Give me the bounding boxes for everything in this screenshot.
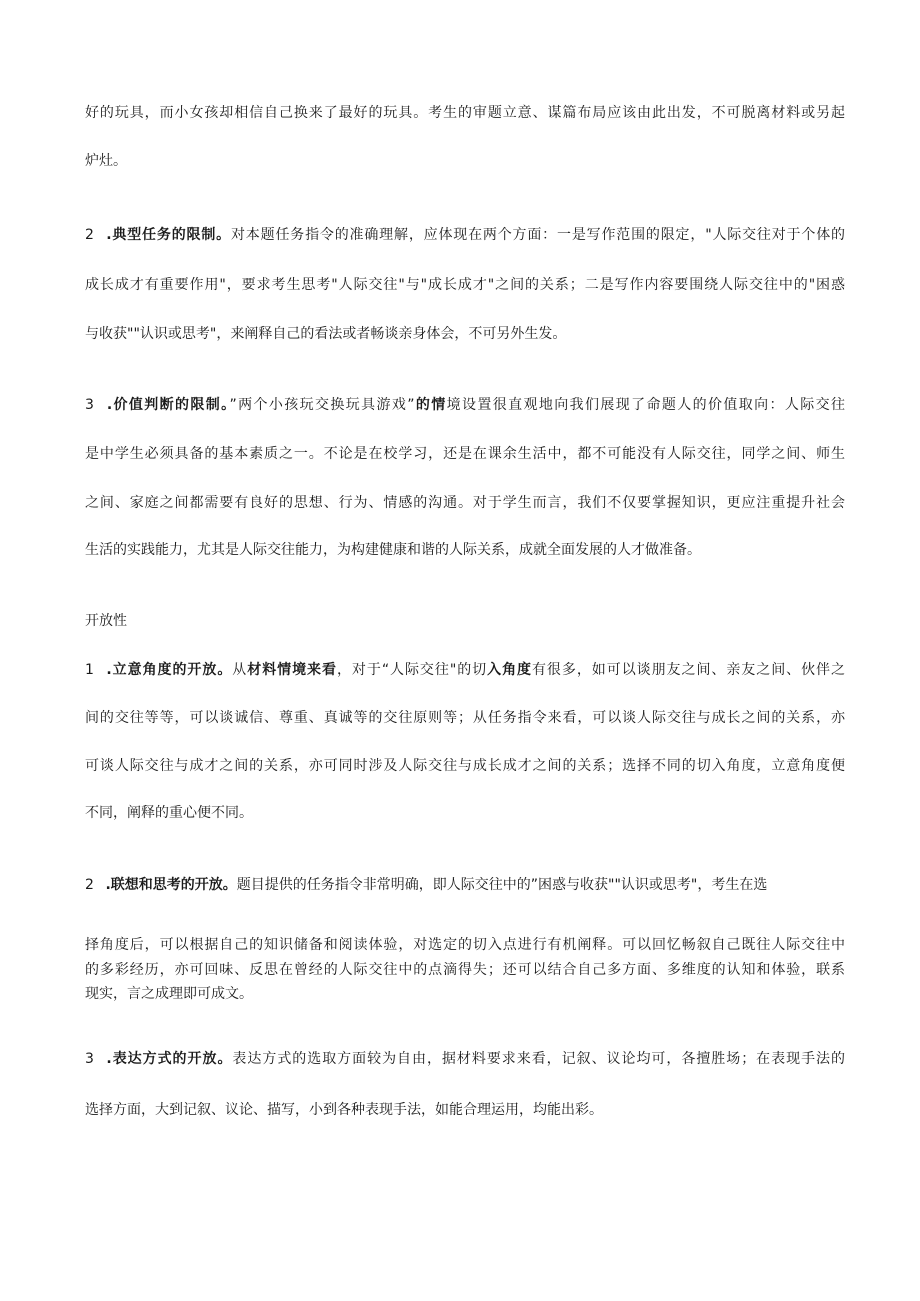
text-run: 题目提供的任务指令非常明确，即人际交往中的”困惑与收获""认识或思考"，考生在选: [236, 877, 768, 893]
text-line: [85, 935, 845, 955]
text-run: 好的玩具，而小女孩却相信自己换来了最好的玩具。考生的审题立意、谋篇布局应该由此出发，不可脱离材料或另起: [85, 105, 845, 121]
bold-heading: .立意角度的开放。: [106, 662, 233, 678]
text-run: 可谈人际交往与成才之间的关系，亦可同时涉及人际交往与成长成才之间的关系；选择不同的切入角度，立意角度便: [85, 758, 845, 774]
text-line: [85, 875, 845, 895]
text-run: 现实，言之成理即可成文。: [85, 986, 253, 1002]
text-run: 间的交往等等，可以谈诚信、尊重、真诚等的交往原则等；从任务指令来看，可以谈人际交往与成长之间的关系，亦: [85, 710, 845, 726]
text-line: [85, 660, 845, 680]
text-line: [85, 984, 845, 1004]
text-run: 从: [232, 662, 248, 678]
text-run: 择角度后，可以根据自己的知识储备和阅读体验，对选定的切入点进行有机阐释。可以回忆畅叙自己既往人际交往中: [85, 937, 845, 953]
text-run: 与收获""认识或思考"，来阐释自己的看法或者畅谈亲身体会，不可另外生发。: [85, 326, 567, 342]
text-run: ，对于“人际交往"的切: [336, 662, 488, 678]
bold-heading: .联想和思考的开放。: [105, 877, 237, 893]
section-heading: [85, 611, 845, 631]
bold-heading: .典型任务的限制。: [106, 227, 231, 243]
text-line: [85, 225, 845, 245]
text-line: [85, 103, 845, 123]
text-run: 对本题任务指令的准确理解，应体现在两个方面：一是写作范围的限定，"人际交往对于个体的: [230, 227, 846, 243]
text-run: 成长成才有重要作用"，要求考生思考"人际交往"与"成长成才"之间的关系；二是写作内容要围绕人际交往中的"困惑: [85, 277, 845, 293]
item-number: 1: [85, 662, 94, 678]
bold-heading: .价值判断的限制。: [106, 397, 230, 413]
text-run: 炉灶。: [85, 153, 127, 169]
text-run: 表达方式的选取方面较为自由，据材料要求来看，记叙、议论均可，各擅胜场；在表现手法的: [232, 1051, 845, 1067]
item-number: 3: [85, 1051, 94, 1067]
text-line: [85, 324, 845, 344]
text-run: 的多彩经历，亦可回味、反思在曾经的人际交往中的点滴得失；还可以结合自己多方面、多维度的认知和体验，联系: [85, 962, 845, 978]
text-run: 不同，阐释的重心便不同。: [85, 805, 253, 821]
text-run: 生活的实践能力，尤其是人际交往能力，为构建健康和谐的人际关系，成就全面发展的人才做准备。: [85, 542, 701, 558]
text-run: 境设置很直观地向我们展现了命题人的价值取向：人际交往: [446, 397, 845, 413]
section-heading-text: 开放性: [85, 613, 127, 629]
bold-heading: .表达方式的开放。: [106, 1051, 233, 1067]
text-line: [85, 275, 845, 295]
text-line: [85, 1049, 845, 1069]
item-number: 2: [85, 877, 94, 893]
text-run: 之间、家庭之间都需要有良好的思想、行为、情感的沟通。对于学生而言，我们不仅要掌握知识，更应注重提升社会: [85, 495, 845, 511]
bold-run: 的情: [414, 397, 447, 413]
text-line: [85, 493, 845, 513]
text-line: [85, 444, 845, 464]
text-line: [85, 395, 845, 415]
text-run: ”两个小孩玩交换玩具游戏”: [229, 397, 415, 413]
text-line: [85, 803, 845, 823]
item-number: 2: [85, 227, 94, 243]
text-line: [85, 1100, 845, 1120]
bold-run: 入角度: [487, 662, 532, 678]
text-line: [85, 960, 845, 980]
text-line: [85, 708, 845, 728]
bold-run: 材料情境来看: [247, 662, 337, 678]
text-run: 是中学生必须具备的基本素质之一。不论是在校学习，还是在课余生活中，都不可能没有人际交往，同学之间、师生: [85, 446, 845, 462]
text-run: 选择方面，大到记叙、议论、描写，小到各种表现手法，如能合理运用，均能出彩。: [85, 1102, 603, 1118]
text-line: [85, 151, 845, 171]
text-line: [85, 540, 845, 560]
text-run: 有很多，如可以谈朋友之间、亲友之间、伙伴之: [531, 662, 846, 678]
item-number: 3: [85, 397, 94, 413]
text-line: [85, 756, 845, 776]
